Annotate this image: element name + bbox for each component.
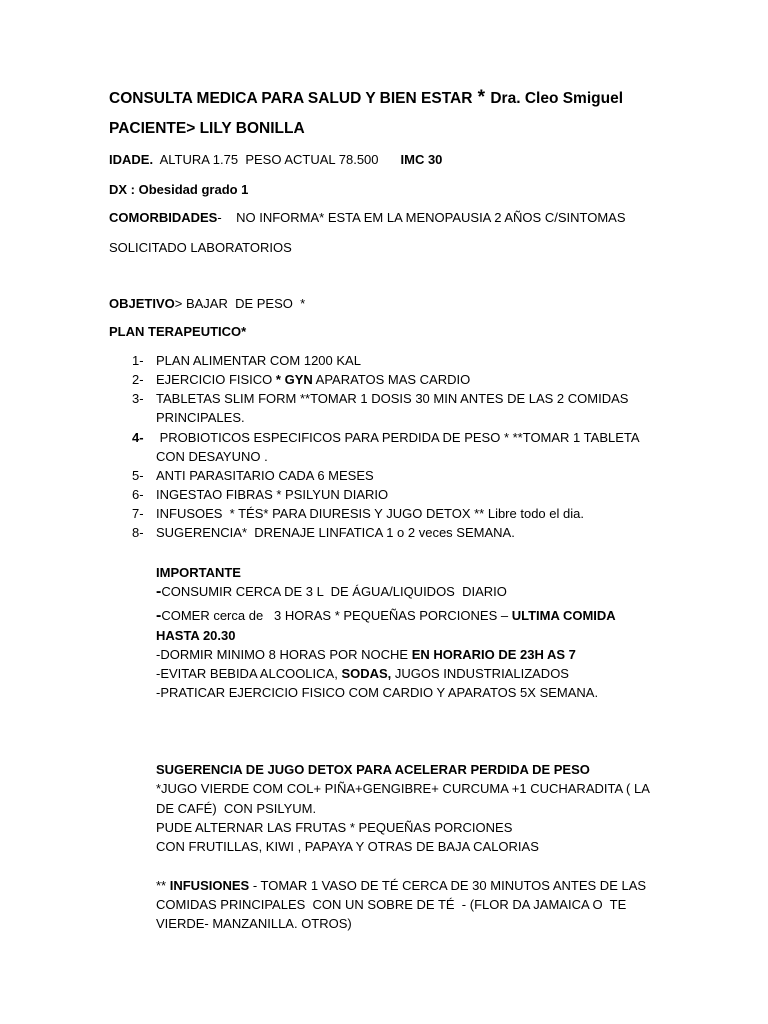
important-title: IMPORTANTE (156, 565, 241, 580)
objective (109, 294, 305, 313)
plan-item-4-line-1: PROBIOTICOS ESPECIFICOS PARA PERDIDA DE PESO * **TOMAR 1 TABLETA (156, 430, 640, 445)
detox-line-4: CON FRUTILLAS, KIWI , PAPAYA Y OTRAS DE BAJA CALORIAS (156, 839, 539, 854)
plan-item-2-rest: APARATOS MAS CARDIO (312, 372, 471, 387)
important-sleep-hours: EN HORARIO DE 23H AS 7 (411, 647, 576, 662)
plan-number: 7- (132, 506, 144, 521)
important-last-meal: ULTIMA COMIDA (511, 608, 616, 623)
plan-title: PLAN TERAPEUTICO* (109, 324, 247, 339)
diagnosis: DX : Obesidad grado 1 (109, 182, 249, 197)
doctor-name: Dra. Cleo Smiguel (490, 90, 624, 107)
important-exercise: -PRATICAR EJERCICIO FISICO COM CARDIO Y APARATOS 5X SEMANA. (156, 685, 599, 700)
imc-value: IMC 30 (400, 152, 443, 167)
labs-requested: SOLICITADO LABORATORIOS (109, 240, 292, 255)
important-last-meal-time: HASTA 20.30 (156, 628, 236, 643)
plan-item-1: PLAN ALIMENTAR COM 1200 KAL (156, 353, 361, 368)
vitals-line (109, 150, 442, 169)
important-avoid-juices: JUGOS INDUSTRIALIZADOS (391, 666, 569, 681)
detox-line-3: PUDE ALTERNAR LAS FRUTAS * PEQUEÑAS PORCIONES (156, 820, 513, 835)
plan-number: 6- (132, 487, 144, 502)
infusions-prefix: ** (156, 878, 170, 893)
comorbidities-text: - NO INFORMA* ESTA EM LA MENOPAUSIA 2 AÑOS C/SINTOMAS (217, 210, 626, 225)
important-avoid-text: -EVITAR BEBIDA ALCOOLICA, (156, 666, 342, 681)
infusions-label: INFUSIONES (169, 878, 250, 893)
plan-number: 4- (132, 430, 144, 445)
important-meals-text: COMER cerca de 3 HORAS * PEQUEÑAS PORCIONES – (161, 608, 512, 623)
height-weight: ALTURA 1.75 PESO ACTUAL 78.500 (153, 152, 379, 167)
plan-item-6: INGESTAO FIBRAS * PSILYUN DIARIO (156, 487, 389, 502)
patient-name: PACIENTE> LILY BONILLA (109, 120, 305, 137)
plan-item-7: INFUSOES * TÉS* PARA DIURESIS Y JUGO DETOX ** Libre todo el dia. (156, 506, 584, 521)
comorbidities (109, 208, 626, 227)
objective-label: OBJETIVO (109, 296, 175, 311)
bullet-dash: - (156, 607, 162, 624)
important-avoid-sodas: SODAS, (341, 666, 392, 681)
plan-item-2-gyn: * GYN (275, 372, 313, 387)
title-main: CONSULTA MEDICA PARA SALUD Y BIEN ESTAR (109, 90, 473, 107)
plan-item-3-line-1: TABLETAS SLIM FORM **TOMAR 1 DOSIS 30 MIN ANTES DE LAS 2 COMIDAS (156, 391, 629, 406)
important-avoid (156, 664, 569, 683)
plan-item-2-text: EJERCICIO FISICO (156, 372, 276, 387)
plan-number: 2- (132, 372, 144, 387)
important-water (156, 582, 507, 601)
detox-line-1: *JUGO VIERDE COM COL+ PIÑA+GENGIBRE+ CURCUMA +1 CUCHARADITA ( LA (156, 781, 650, 796)
important-sleep (156, 645, 576, 664)
important-water-text: CONSUMIR CERCA DE 3 L DE ÁGUA/LIQUIDOS DIARIO (161, 584, 507, 599)
plan-item-2 (156, 370, 470, 389)
plan-item-5: ANTI PARASITARIO CADA 6 MESES (156, 468, 374, 483)
important-sleep-text: -DORMIR MINIMO 8 HORAS POR NOCHE (156, 647, 412, 662)
bullet-dash: - (156, 583, 162, 600)
plan-number: 5- (132, 468, 144, 483)
plan-number: 3- (132, 391, 144, 406)
detox-title: SUGERENCIA DE JUGO DETOX PARA ACELERAR PERDIDA DE PESO (156, 762, 590, 777)
detox-line-2: DE CAFÉ) CON PSILYUM. (156, 801, 317, 816)
plan-item-3-line-2: PRINCIPALES. (156, 410, 245, 425)
idade-label: IDADE. (109, 152, 154, 167)
title-star: * (472, 87, 491, 108)
infusions-text: - TOMAR 1 VASO DE TÉ CERCA DE 30 MINUTOS ANTES DE LAS (249, 878, 647, 893)
document-title (109, 88, 623, 109)
important-meals (156, 606, 616, 625)
infusions-line-2: COMIDAS PRINCIPALES CON UN SOBRE DE TÉ - (FLOR DA JAMAICA O TE (156, 897, 627, 912)
plan-item-8: SUGERENCIA* DRENAJE LINFATICA 1 o 2 veces SEMANA. (156, 525, 515, 540)
infusions-line-3: VIERDE- MANZANILLA. OTROS) (156, 916, 352, 931)
infusions-line-1 (156, 876, 646, 895)
plan-item-4-line-2: CON DESAYUNO . (156, 449, 268, 464)
plan-number: 8- (132, 525, 144, 540)
comorbidities-label: COMORBIDADES (109, 210, 218, 225)
plan-number: 1- (132, 353, 144, 368)
objective-text: > BAJAR DE PESO * (174, 296, 306, 311)
